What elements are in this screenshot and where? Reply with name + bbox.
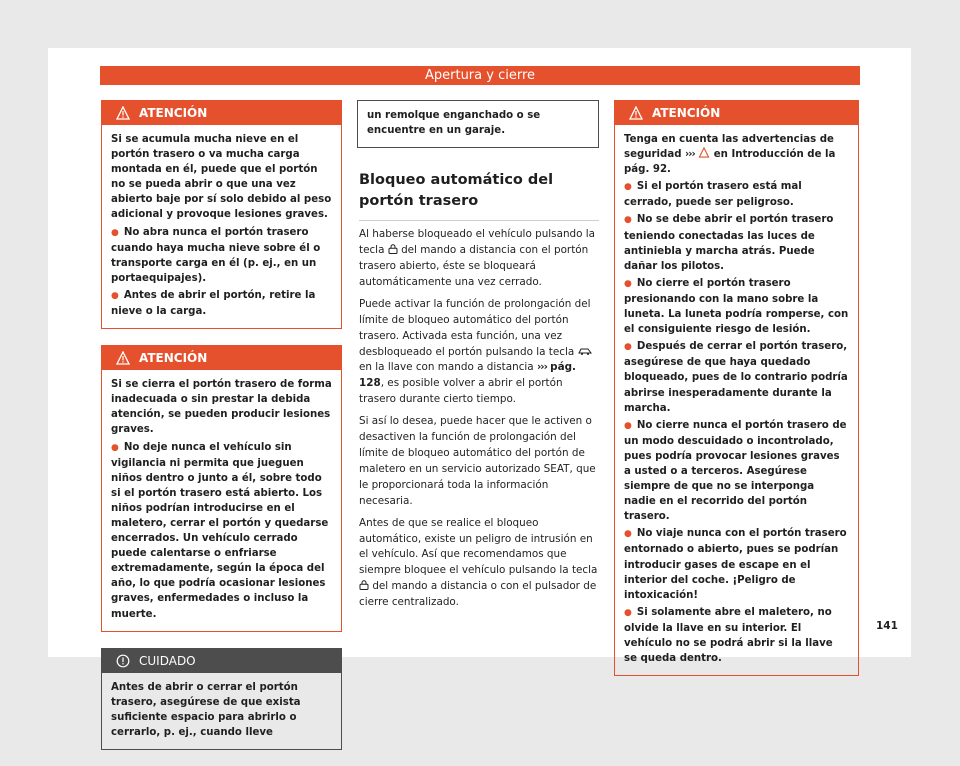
caution-box	[101, 648, 342, 750]
warning-bullet: ● Si solamente abre el maletero, no olvide la llave en su interior. El vehículo no se podrá abrir si la llave se queda dentro.	[624, 606, 833, 665]
paragraph: Puede activar la función de prolongación del límite de bloqueo automático del portón trasero. Activada esta función, una vez desbloqueado el portón pulsando la tecla en la llave con mando a distancia ››› pág. 128, es posible volver a abrir el portón trasero durante cierto tiempo.	[359, 297, 591, 406]
page-number: 141	[876, 620, 898, 632]
warning-bullet: ● Si el portón trasero está mal cerrado, puede ser peligroso.	[624, 181, 802, 209]
warning-bullet: ● No deje nunca el vehículo sin vigilancia ni permita que jueguen niños dentro o junto a él, sobre todo si el portón trasero está abierto. Los niños podrían introducirse en el maletero, cerrar el portón y quedarse encerrados. Un vehículo cerrado puede calentarse o enfriarse extremadamente, según la época del año, lo que podría ocasionar lesiones graves, enfermedades o incluso la muerte.	[111, 441, 329, 620]
bullet-icon: ●	[624, 420, 632, 431]
warning-bullet: ● No cierre el portón trasero presionando con la mano sobre la luneta. La luneta podría romperse, con el consiguiente riesgo de lesión.	[624, 277, 849, 336]
warning-triangle-icon	[116, 106, 130, 120]
chapter-header: Apertura y cierre	[100, 66, 860, 85]
warning-bullet: ● Antes de abrir el portón, retire la nieve o la carga.	[111, 289, 316, 318]
caution-body	[358, 101, 598, 147]
caution-text: Antes de abrir o cerrar el portón trasero, asegúrese de que exista suficiente espacio para abrirlo o cerrarlo, p. ej., cuando lleve	[111, 681, 301, 738]
warning-title: ATENCIÓN	[139, 106, 208, 120]
warning-box-closing	[101, 345, 342, 632]
caution-box-continued	[357, 100, 599, 148]
car-trunk-icon	[578, 346, 592, 356]
warning-body	[615, 125, 858, 675]
caution-title: CUIDADO	[139, 653, 196, 668]
caution-text: un remolque enganchado o se encuentre en un garaje.	[367, 110, 541, 137]
reference-arrows-icon: ›››	[537, 361, 547, 374]
warning-box-tailgate	[614, 100, 859, 676]
caution-header	[102, 649, 341, 673]
warning-intro: Tenga en cuenta las advertencias de seguridad ››› en Introducción de la pág. 92.	[624, 134, 836, 176]
warning-intro: Si se cierra el portón trasero de forma inadecuada o sin prestar la debida atención, se pueden producir lesiones graves.	[111, 379, 332, 436]
bullet-icon: ●	[624, 278, 632, 289]
section-title: Bloqueo automático del portón trasero	[359, 170, 599, 221]
warning-bullet: ● No abra nunca el portón trasero cuando haya mucha nieve sobre él o transporte carga en él (p. ej., en un portaequipajes).	[111, 226, 321, 284]
caution-body	[102, 673, 341, 749]
paragraph: Al haberse bloqueado el vehículo pulsando la tecla del mando a distancia con el portón trasero abierto, éste se bloqueará automáticamente una vez cerrado.	[359, 228, 596, 288]
bullet-icon: ●	[624, 607, 632, 618]
bullet-icon: ●	[624, 529, 632, 540]
bullet-icon: ●	[111, 227, 119, 238]
lock-key-icon	[359, 580, 369, 590]
paragraph: Si así lo desea, puede hacer que le activen o desactiven la función de prolongación del límite de bloqueo automático del portón de maletero en un servicio autorizado SEAT, que le proporcionará toda la información necesaria.	[359, 415, 596, 507]
warning-header	[102, 346, 341, 370]
paragraph: Antes de que se realice el bloqueo automático, existe un peligro de intrusión en el vehículo. Así que recomendamos que siempre bloquee el vehículo pulsando la tecla del mando a distancia o con el pulsador de cierre centralizado.	[359, 516, 598, 609]
bullet-icon: ●	[111, 442, 119, 453]
bullet-icon: ●	[624, 182, 632, 193]
warning-header	[102, 101, 341, 125]
warning-box-snow	[101, 100, 342, 329]
page-reference-link[interactable]: pág. 128	[359, 361, 577, 390]
warning-body	[102, 125, 341, 328]
warning-triangle-icon	[629, 106, 643, 120]
bullet-icon: ●	[111, 290, 119, 301]
reference-arrows-icon: ›››	[685, 149, 695, 161]
lock-key-icon	[388, 244, 398, 254]
column-middle	[357, 100, 599, 617]
warning-title: ATENCIÓN	[139, 351, 208, 366]
warning-triangle-icon	[116, 351, 130, 365]
warning-triangle-icon	[698, 147, 710, 158]
column-right	[614, 100, 859, 692]
warning-bullet: ● Después de cerrar el portón trasero, asegúrese de que haya quedado bloqueado, pues de lo contrario podría abrirse inesperadamente durante la marcha.	[624, 341, 848, 414]
exclamation-circle-icon	[116, 654, 130, 668]
column-left	[101, 100, 342, 766]
warning-intro: Si se acumula mucha nieve en el portón trasero o va mucha carga montada en él, puede que el portón no se pueda abrir o que una vez abierto baje por sí solo debido al peso adicional y provoque lesiones graves.	[111, 134, 332, 221]
warning-body	[102, 370, 341, 631]
bullet-icon: ●	[624, 342, 632, 353]
intro-reference-link[interactable]: en Introducción de la pág. 92.	[624, 149, 836, 176]
warning-header	[615, 101, 858, 125]
bullet-icon: ●	[624, 215, 632, 226]
warning-bullet: ● No se debe abrir el portón trasero teniendo conectadas las luces de antiniebla y marcha atrás. Puede dañar los pilotos.	[624, 214, 834, 272]
warning-bullet: ● No viaje nunca con el portón trasero entornado o abierto, pues se podrían introducir gases de escape en el interior del coche. ¡Peligro de intoxicación!	[624, 528, 847, 601]
warning-bullet: ● No cierre nunca el portón trasero de un modo descuidado o incontrolado, pues podría provocar lesiones graves a usted o a terceros. Asegúrese siempre de que no se interponga nadie en el recorrido del portón trasero.	[624, 419, 847, 523]
warning-title: ATENCIÓN	[652, 106, 721, 120]
